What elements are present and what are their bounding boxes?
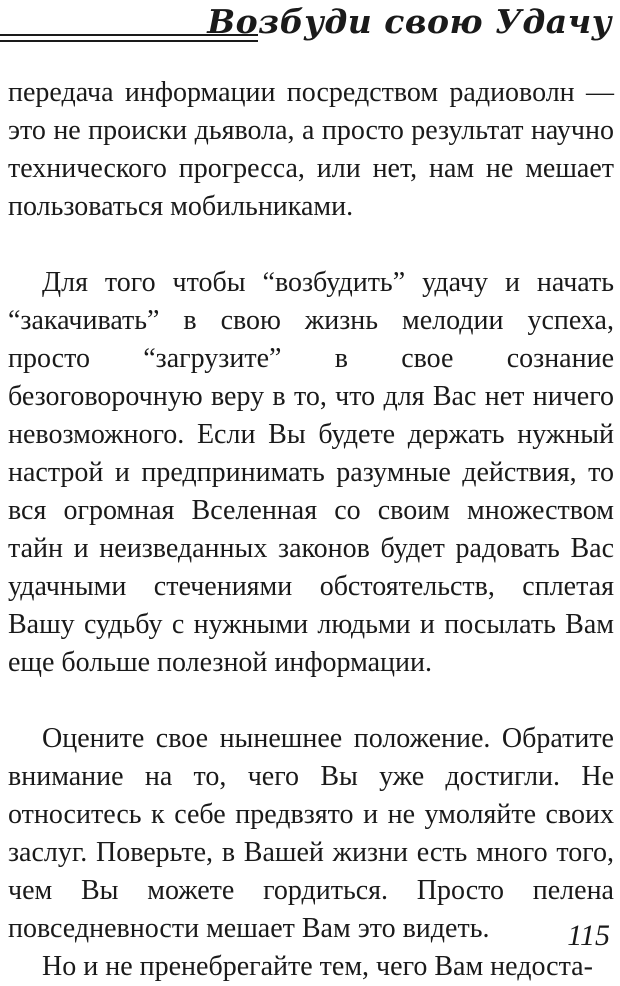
running-title: Возбуди свою Удачу	[207, 2, 612, 41]
paragraph-continuation: передача информации посредством радиоволн — это не происки дьявола, а просто результат научно технического прогресса, или нет, нам не мешает пользоваться мобильниками.	[8, 77, 614, 222]
page-number: 115	[567, 919, 610, 952]
page-body	[8, 74, 614, 986]
running-header	[0, 0, 620, 60]
paragraph: Для того чтобы “возбудить” удачу и начать “закачивать” в свою жизнь мелодии успеха, просто “загрузите” в свое сознание безоговорочную веру в то, что для Вас нет ничего невозможного. Если Вы будете держать нужный настрой и предпринимать разумные действия, то вся огромная Вселенная со своим множеством тайн и неизведанных законов будет радовать Вас удачными стечениями обстоятельств, сплетая Вашу судьбу с нужными людьми и посылать Вам еще больше полезной информации.	[8, 267, 614, 678]
paragraph: Но и не пренебрегайте тем, чего Вам недоста-	[42, 951, 593, 982]
paragraph: Оцените свое нынешнее положение. Обратите внимание на то, чего Вы уже достигли. Не относитесь к себе предвзято и не умоляйте своих заслуг. Поверьте, в Вашей жизни есть много того, чем Вы можете гордиться. Просто пелена повседневности мешает Вам это видеть.	[8, 723, 614, 944]
